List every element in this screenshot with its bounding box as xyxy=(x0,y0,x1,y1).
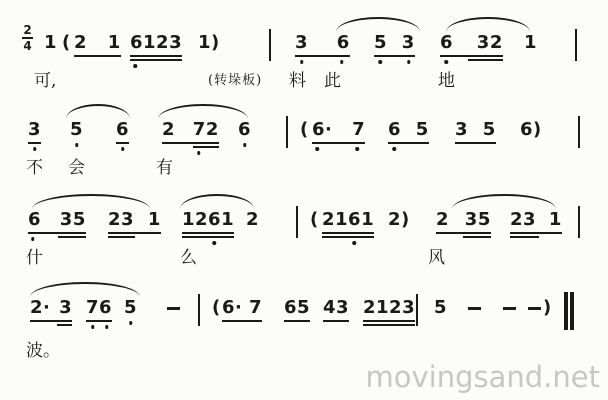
note-cell xyxy=(30,297,72,319)
note-digits: ( xyxy=(300,119,309,140)
octave-dot xyxy=(243,143,247,147)
note-digits: 65 xyxy=(284,297,311,318)
beam-underline xyxy=(363,320,415,322)
note-digits: 6· 7 xyxy=(222,297,263,318)
note-cell xyxy=(524,32,537,54)
performance-annotation: (转垛板) xyxy=(208,73,263,88)
note-digits: 23 1 xyxy=(108,209,161,230)
slur-arc xyxy=(336,17,420,32)
note-digits: 23 1 xyxy=(510,209,562,230)
note-digits: 5 xyxy=(70,119,84,140)
octave-dot xyxy=(31,237,35,241)
octave-dot xyxy=(91,325,95,329)
lyric-character: 什 xyxy=(26,248,43,268)
note-digits: 6) xyxy=(520,119,542,140)
note-digits: 76 xyxy=(86,297,113,318)
slur-arc xyxy=(32,194,150,209)
time-signature xyxy=(22,24,33,52)
duration-dash xyxy=(503,307,516,310)
note-digits: 43 xyxy=(323,297,350,318)
paren xyxy=(62,32,71,54)
barline xyxy=(269,29,271,61)
beam-underline xyxy=(108,232,161,234)
slur-arc xyxy=(452,194,556,209)
slur-arc xyxy=(180,194,254,209)
beam-underline xyxy=(510,232,562,234)
note-cell xyxy=(198,32,220,54)
note-cell xyxy=(74,32,121,54)
beam-underline xyxy=(222,320,262,322)
beam-underline xyxy=(322,236,374,238)
octave-dot xyxy=(353,241,357,245)
barline xyxy=(296,206,298,238)
note-cell xyxy=(284,297,310,319)
note-digits: 5 xyxy=(124,297,138,318)
note-digits: 2) xyxy=(388,209,410,230)
note-digits: 6 xyxy=(116,119,130,140)
octave-dot xyxy=(300,60,304,64)
note-digits: 6 35 xyxy=(28,209,86,230)
beam-underline xyxy=(182,236,234,238)
end-barline-line xyxy=(570,292,574,330)
lyric-character: 波。 xyxy=(26,341,60,361)
note-cell xyxy=(434,297,447,319)
note-digits: 2 72 xyxy=(162,119,219,140)
note-cell xyxy=(436,209,491,231)
lyric-character: 可, xyxy=(34,71,57,91)
note-digits: 2 35 xyxy=(436,209,491,230)
barline xyxy=(578,116,580,148)
note-digits: 6· 7 xyxy=(312,119,366,140)
octave-dot xyxy=(133,64,137,68)
barline xyxy=(578,206,580,238)
duration-dash xyxy=(167,307,180,310)
note-cell xyxy=(130,32,182,54)
note-cell xyxy=(108,209,161,231)
note-cell xyxy=(363,297,415,319)
lyric-character: 此 xyxy=(324,71,341,91)
note-digits: 3 6 xyxy=(295,32,350,53)
beam-underline xyxy=(116,142,129,144)
duration-dash xyxy=(528,307,541,310)
note-cell xyxy=(222,297,262,319)
octave-dot xyxy=(121,147,125,151)
note-digits: ( xyxy=(310,209,319,230)
slur-arc xyxy=(446,17,530,32)
octave-dot xyxy=(355,147,359,151)
time-signature-numerator: 2 xyxy=(23,23,32,37)
note-cell xyxy=(44,32,57,54)
duration-dash xyxy=(468,307,481,310)
note-cell xyxy=(246,209,259,231)
octave-dot xyxy=(197,151,201,155)
paren xyxy=(300,119,309,141)
note-digits: 3 xyxy=(28,119,42,140)
beam-underline xyxy=(193,146,219,148)
note-cell xyxy=(322,209,374,231)
note-digits: 1261 xyxy=(182,209,235,230)
slur-arc xyxy=(66,104,130,119)
beam-underline xyxy=(374,55,415,57)
note-digits: 1 xyxy=(44,32,58,53)
note-digits: 2 1 xyxy=(74,32,121,53)
beam-underline xyxy=(322,232,374,234)
end-barline xyxy=(564,292,574,330)
beam-underline xyxy=(182,232,234,234)
octave-dot xyxy=(33,147,37,151)
octave-dot xyxy=(392,147,396,151)
beam-underline xyxy=(323,320,349,322)
lyric-character: 风 xyxy=(428,248,445,268)
octave-dot xyxy=(378,60,382,64)
note-digits: ) xyxy=(543,297,552,318)
lyric-character: 地 xyxy=(438,71,455,91)
note-cell xyxy=(388,119,429,141)
note-cell xyxy=(312,119,365,141)
note-digits: 6 32 xyxy=(440,32,503,53)
note-cell xyxy=(323,297,349,319)
beam-underline xyxy=(74,55,121,57)
note-digits: 2123 xyxy=(363,297,416,318)
note-digits: 5 3 xyxy=(374,32,415,53)
note-cell xyxy=(86,297,112,319)
beam-underline xyxy=(130,59,182,61)
note-cell xyxy=(520,119,542,141)
paren xyxy=(212,297,221,319)
beam-underline xyxy=(58,236,86,238)
note-cell xyxy=(374,32,415,54)
note-digits: 2· 3 xyxy=(30,297,73,318)
note-digits: 1) xyxy=(198,32,220,53)
paren xyxy=(543,297,552,319)
beam-underline xyxy=(284,320,310,322)
note-cell xyxy=(182,209,234,231)
lyric-character: 么 xyxy=(180,248,197,268)
octave-dot xyxy=(340,60,344,64)
note-cell xyxy=(295,32,350,54)
barline xyxy=(286,116,288,148)
note-cell xyxy=(162,119,219,141)
note-cell xyxy=(510,209,562,231)
note-cell xyxy=(388,209,410,231)
note-digits: 6123 xyxy=(130,32,183,53)
beam-underline xyxy=(463,236,490,238)
note-digits: 1 xyxy=(524,32,538,53)
beam-underline xyxy=(130,55,182,57)
note-digits: 2 xyxy=(246,209,260,230)
note-cell xyxy=(124,297,137,319)
octave-dot xyxy=(213,241,217,245)
note-cell xyxy=(70,119,83,141)
note-cell xyxy=(28,119,41,141)
beam-underline xyxy=(388,142,429,144)
note-cell xyxy=(455,119,496,141)
beam-underline xyxy=(28,232,86,234)
lyric-character: 不 xyxy=(26,158,43,178)
beam-underline xyxy=(363,324,415,326)
beam-underline xyxy=(108,236,135,238)
beam-underline xyxy=(510,236,539,238)
beam-underline xyxy=(468,59,503,61)
note-digits: ( xyxy=(212,297,221,318)
barline xyxy=(416,294,418,326)
note-digits: 5 xyxy=(434,297,448,318)
slur-arc xyxy=(30,282,140,297)
time-signature-denominator: 4 xyxy=(23,38,32,53)
beam-underline xyxy=(57,324,72,326)
note-digits: 2161 xyxy=(322,209,375,230)
note-cell xyxy=(440,32,503,54)
lyric-character: 有 xyxy=(156,158,173,178)
beam-underline xyxy=(28,142,41,144)
note-digits: 6 5 xyxy=(388,119,429,140)
beam-underline xyxy=(440,55,503,57)
beam-underline xyxy=(455,142,496,144)
lyric-character: 料 xyxy=(289,71,306,91)
beam-underline xyxy=(86,320,112,322)
beam-underline xyxy=(30,320,72,322)
octave-dot xyxy=(75,143,79,147)
lyric-character: 会 xyxy=(68,158,85,178)
barline xyxy=(575,29,577,61)
octave-dot xyxy=(316,147,320,151)
slur-arc xyxy=(158,104,248,119)
end-barline-line xyxy=(564,292,568,330)
beam-underline xyxy=(436,232,491,234)
paren xyxy=(310,209,319,231)
beam-underline xyxy=(312,142,365,144)
octave-dot xyxy=(407,60,411,64)
note-digits: 6 xyxy=(238,119,252,140)
octave-dot xyxy=(445,60,449,64)
note-cell xyxy=(238,119,251,141)
octave-dot xyxy=(129,321,133,325)
note-digits: ( xyxy=(62,32,71,53)
note-cell xyxy=(116,119,129,141)
note-cell xyxy=(28,209,86,231)
watermark: movingsand.net xyxy=(365,360,600,394)
octave-dot xyxy=(105,325,109,329)
beam-underline xyxy=(162,142,219,144)
barline xyxy=(198,294,200,326)
beam-underline xyxy=(295,55,350,57)
note-digits: 3 5 xyxy=(455,119,496,140)
